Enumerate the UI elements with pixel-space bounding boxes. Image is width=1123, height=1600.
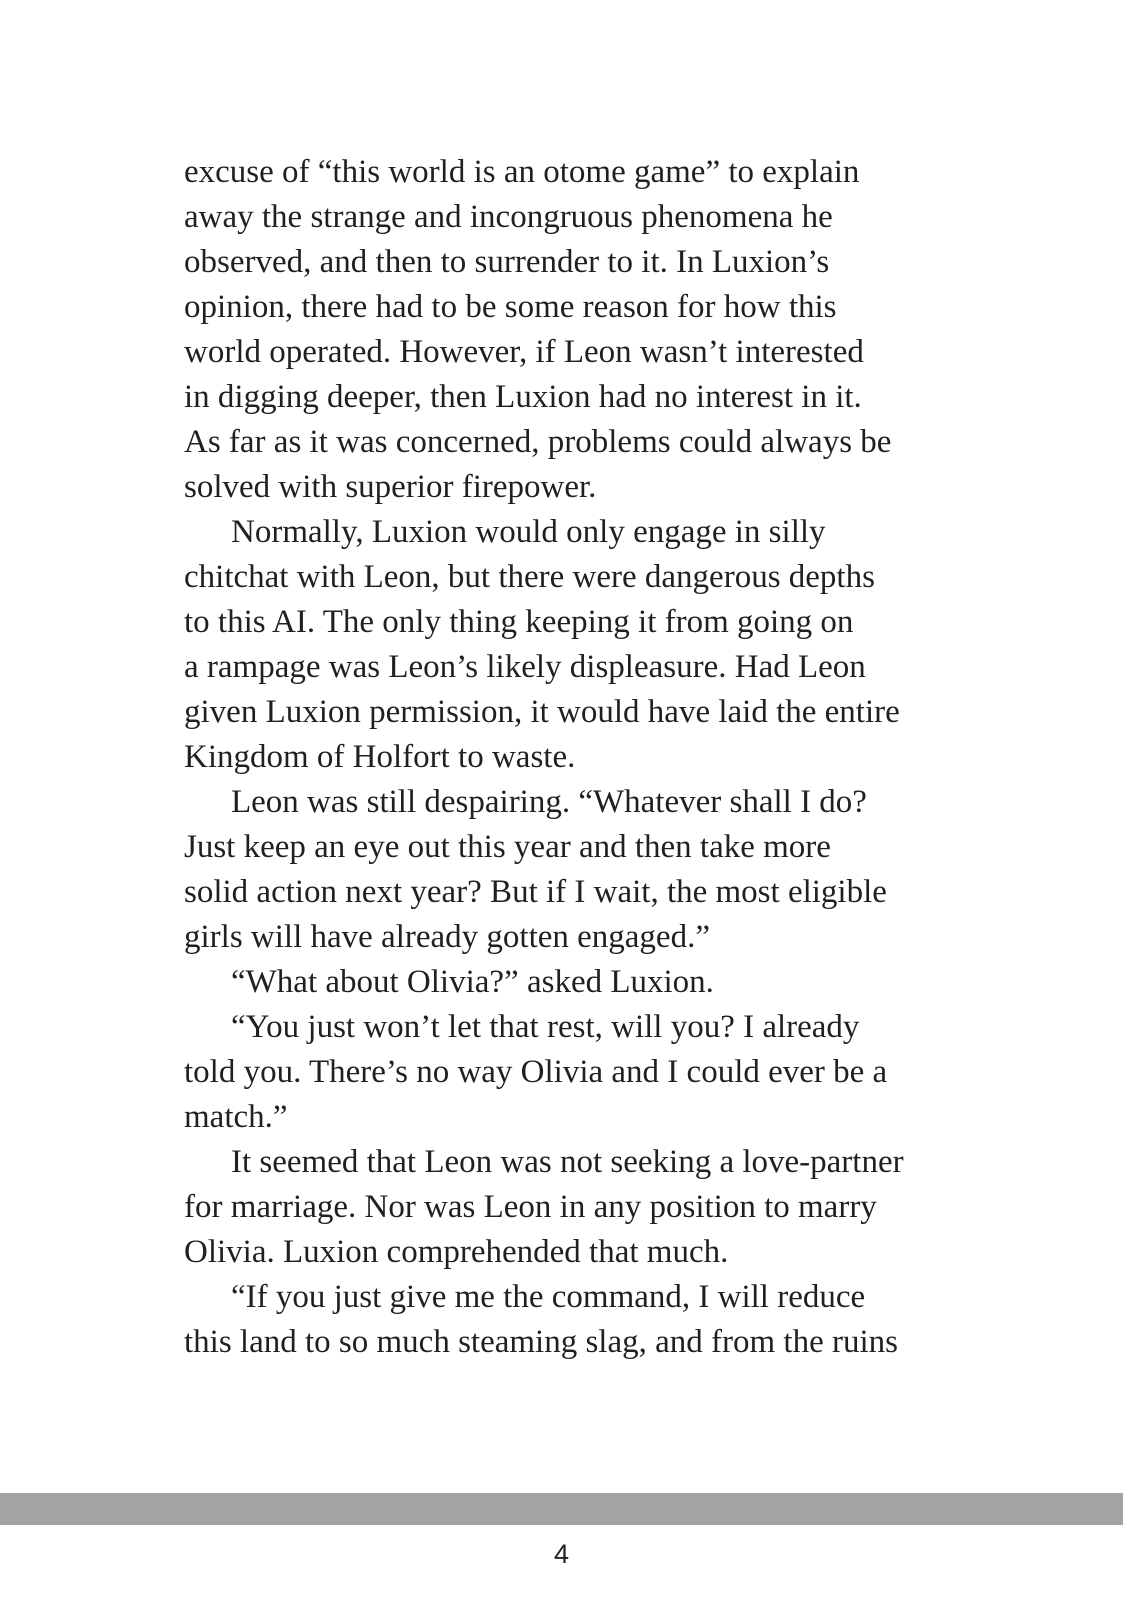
text-line: opinion, there had to be some reason for how this [184, 289, 837, 325]
text-line: Leon was still despairing. “Whatever shall I do? [231, 784, 867, 820]
footer-bar [0, 1493, 1123, 1525]
text-line: Olivia. Luxion comprehended that much. [184, 1234, 729, 1270]
text-line: Normally, Luxion would only engage in silly [231, 514, 826, 550]
text-line: As far as it was concerned, problems could always be [184, 424, 892, 460]
text-line: away the strange and incongruous phenomena he [184, 199, 833, 235]
body-text [184, 150, 984, 1365]
text-line: world operated. However, if Leon wasn’t interested [184, 334, 864, 370]
text-line: in digging deeper, then Luxion had no interest in it. [184, 379, 862, 415]
text-line: for marriage. Nor was Leon in any position to marry [184, 1189, 877, 1225]
text-line: a rampage was Leon’s likely displeasure. Had Leon [184, 649, 866, 685]
page-number: 4 [553, 1539, 570, 1569]
text-line: girls will have already gotten engaged.” [184, 919, 710, 955]
text-line: “If you just give me the command, I will reduce [231, 1279, 866, 1315]
text-line: given Luxion permission, it would have laid the entire [184, 694, 900, 730]
text-line: “What about Olivia?” asked Luxion. [231, 964, 714, 1000]
text-line: “You just won’t let that rest, will you? I already [231, 1009, 860, 1045]
text-line: match.” [184, 1099, 288, 1135]
text-line: solved with superior firepower. [184, 469, 597, 505]
text-line: observed, and then to surrender to it. In Luxion’s [184, 244, 830, 280]
text-line: It seemed that Leon was not seeking a love-partner [231, 1144, 904, 1180]
text-line: solid action next year? But if I wait, the most eligible [184, 874, 887, 910]
text-line: chitchat with Leon, but there were dangerous depths [184, 559, 875, 595]
text-line: Kingdom of Holfort to waste. [184, 739, 576, 775]
text-line: excuse of “this world is an otome game” to explain [184, 154, 860, 190]
text-line: to this AI. The only thing keeping it from going on [184, 604, 854, 640]
text-line: this land to so much steaming slag, and from the ruins [184, 1324, 898, 1360]
text-line: Just keep an eye out this year and then take more [184, 829, 831, 865]
text-line: told you. There’s no way Olivia and I could ever be a [184, 1054, 888, 1090]
